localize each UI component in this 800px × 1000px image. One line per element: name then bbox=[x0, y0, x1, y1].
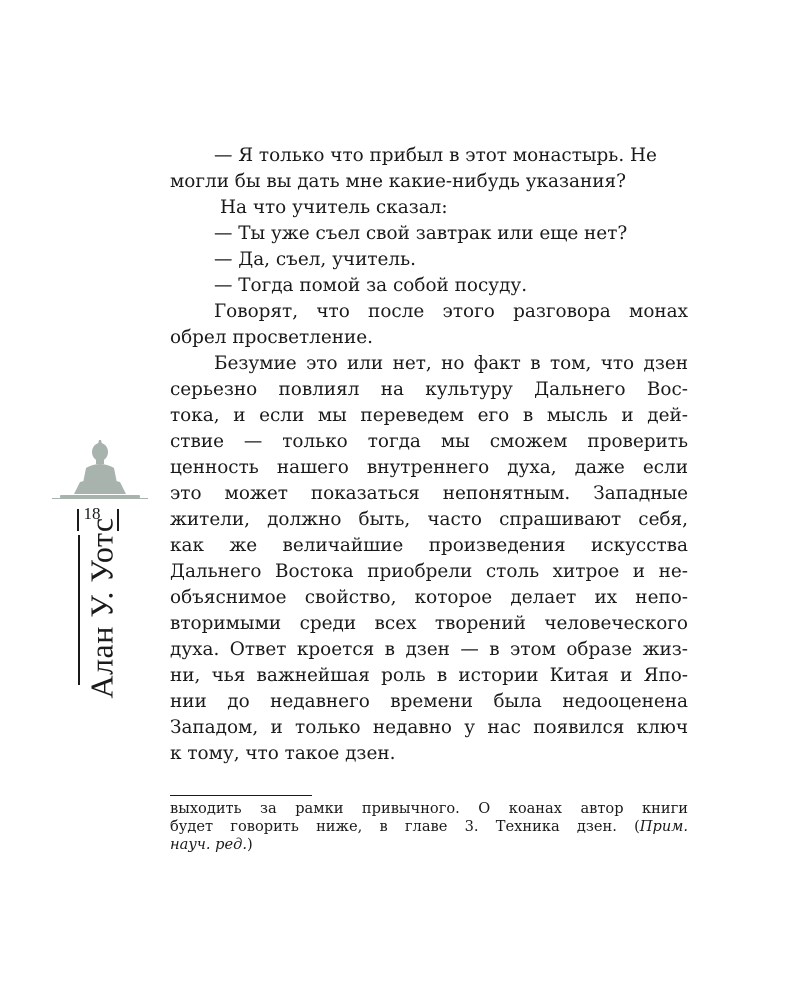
footnote-note-label: Прим. bbox=[639, 818, 688, 835]
main-text bbox=[170, 143, 688, 767]
text-line: нии до недавнего времени была недооценена bbox=[170, 691, 688, 712]
page-number: 18 bbox=[83, 504, 101, 523]
text-line: могли бы вы дать мне какие-нибудь указания? bbox=[170, 171, 626, 192]
footnote bbox=[170, 800, 688, 854]
text-line: Безумие это или нет, но факт в том, что дзен bbox=[214, 353, 688, 374]
text-line: ценность нашего внутреннего духа, даже если bbox=[170, 457, 688, 478]
text-line: Говорят, что после этого разговора монах bbox=[214, 301, 688, 322]
buddha-meditation-icon bbox=[50, 438, 150, 502]
footnote-line bbox=[170, 818, 688, 836]
text-line: духа. Ответ кроется в дзен — в этом образе жиз- bbox=[170, 639, 688, 660]
text-line: серьезно повлиял на культуру Дальнего Вос- bbox=[170, 379, 688, 400]
text-line: объяснимое свойство, которое делает их непо- bbox=[170, 587, 688, 608]
text-line: На что учитель сказал: bbox=[220, 197, 448, 218]
text-line: ствие — только тогда мы сможем проверить bbox=[170, 431, 688, 452]
footnote-line: выходить за рамки привычного. О коанах автор книги bbox=[170, 800, 688, 817]
footnote-line bbox=[170, 836, 688, 854]
footnote-note-label: науч. ред. bbox=[170, 836, 248, 853]
text-line: как же величайшие произведения искусства bbox=[170, 535, 688, 556]
text-line: обрел просветление. bbox=[170, 327, 373, 348]
text-line: это может показаться непонятным. Западные bbox=[170, 483, 688, 504]
footnote-separator bbox=[170, 795, 312, 796]
footnote-text: будет говорить ниже, в главе 3. Техника дзен. ( bbox=[170, 818, 640, 835]
text-line: к тому, что такое дзен. bbox=[170, 743, 396, 764]
text-line: тока, и если мы переведем его в мысль и дей- bbox=[170, 405, 688, 426]
footnote-text: ) bbox=[247, 836, 253, 853]
author-name: Алан У. Уотс bbox=[83, 517, 120, 699]
text-line: ни, чья важнейшая роль в истории Китая и Япо- bbox=[170, 665, 688, 686]
text-line: — Я только что прибыл в этот монастырь. Не bbox=[214, 145, 657, 166]
text-line: — Ты уже съел свой завтрак или еще нет? bbox=[214, 223, 628, 244]
text-line: Дальнего Востока приобрели столь хитрое и не- bbox=[170, 561, 688, 582]
text-line: — Тогда помой за собой посуду. bbox=[214, 275, 528, 296]
text-line: вторимыми среди всех творений человеческого bbox=[170, 613, 688, 634]
text-line: жители, должно быть, часто спрашивают себя, bbox=[170, 509, 688, 530]
text-line: Западом, и только недавно у нас появился ключ bbox=[170, 717, 688, 738]
author-side-rule bbox=[78, 535, 80, 685]
text-line: — Да, съел, учитель. bbox=[214, 249, 416, 270]
